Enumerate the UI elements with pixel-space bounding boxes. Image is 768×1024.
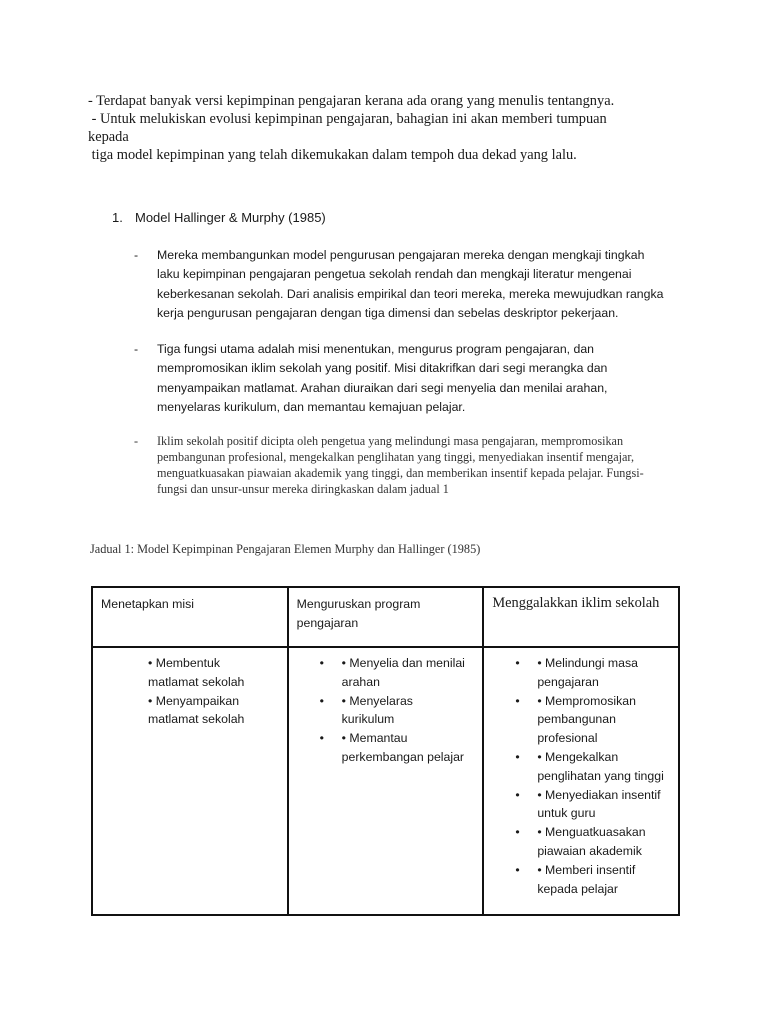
bullet-line: mempromosikan iklim sekolah yang positif. Misi ditakrifkan dari segi merangka dan (157, 361, 608, 376)
table-header-row (92, 587, 679, 647)
intro-line: kepada (88, 129, 129, 145)
intro-line: - Terdapat banyak versi kepimpinan pengajaran kerana ada orang yang menulis tentangnya. (88, 93, 615, 109)
header-line: Menguruskan program (296, 597, 421, 611)
bullet-item (134, 246, 684, 326)
table-cell (92, 647, 288, 915)
bullet-line: keberkesanan sekolah. Dari analisis empirikal dan teori mereka, mereka mewujudkan rangka (157, 286, 664, 301)
bullet-line: kerja pengurusan pengajaran dengan tiga dimensi dan sebelas deskriptor pekerjaan. (157, 306, 619, 321)
table-cell (483, 647, 679, 915)
table-body-row (92, 647, 679, 915)
bullet-line: menguatkuasakan piawaian akademik yang tinggi, dan memberikan insentif kepada pelajar. Fungsi- (157, 466, 644, 480)
list-item: • • Menyediakan insentif untuk guru (515, 787, 661, 821)
bullet-marker: • (319, 693, 324, 708)
bullet-line: Iklim sekolah positif dicipta oleh pengetua yang melindungi masa pengajaran, mempromosikan (157, 434, 624, 448)
header-cell (92, 587, 288, 647)
list-item: • • Menyelaras kurikulum (319, 693, 413, 727)
bullet-line: laku kepimpinan pengajaran pengetua sekolah rendah dan mengkaji literatur mengenai (157, 267, 632, 282)
table-caption: Jadual 1: Model Kepimpinan Pengajaran Elemen Murphy dan Hallinger (1985) (90, 542, 481, 556)
list-item: • • Melindungi masa pengajaran (515, 656, 638, 689)
bullet-line: Mereka membangunkan model pengurusan pengajaran mereka dengan mengkaji tingkah (157, 248, 645, 262)
list-item: • • Mengekalkan penglihatan yang tinggi (515, 749, 664, 783)
cell-line: • Menyampaikan (148, 693, 240, 708)
list-item: • • Menyelia dan menilai arahan (319, 656, 465, 689)
list-item: • • Memantau perkembangan pelajar (319, 731, 465, 764)
list-item: • • Memberi insentif kepada pelajar (515, 862, 636, 896)
summary-table (91, 586, 680, 916)
header-line: pengajaran (296, 616, 359, 630)
bullet-item (134, 433, 684, 499)
bullet-item (134, 340, 684, 420)
section-number: 1. (112, 210, 123, 225)
header-line: Menetapkan misi (101, 597, 194, 611)
bullet-line: menyelaras kurikulum, dan memantau kemajuan pelajar. (157, 400, 466, 415)
list-item: • • Menguatkuasakan piawaian akademik (515, 825, 646, 858)
bullet-marker: • (515, 656, 520, 670)
section-heading (112, 209, 326, 227)
bullet-marker: • (515, 749, 520, 764)
dash-marker: - (134, 434, 139, 448)
section-title: Model Hallinger & Murphy (1985) (135, 210, 326, 225)
list-item: • • Mempromosikan pembangunan profesional (515, 693, 636, 746)
bullet-line: pembangunan profesional, mengekalkan penglihatan yang tinggi, menyediakan insentif mengajar, (157, 450, 635, 464)
bullet-marker: • (319, 731, 324, 746)
dash-marker: - (134, 248, 139, 262)
dash-marker: - (134, 342, 139, 356)
cell-line: matlamat sekolah (148, 712, 245, 727)
intro-paragraph (88, 92, 668, 164)
cell-line: matlamat sekolah (148, 674, 245, 689)
cell-line: • Membentuk (148, 656, 220, 670)
header-cell (288, 587, 484, 647)
intro-line: tiga model kepimpinan yang telah dikemukakan dalam tempoh dua dekad yang lalu. (88, 147, 577, 163)
bullet-marker: • (515, 825, 520, 840)
bullet-marker: • (515, 693, 520, 708)
table-cell (288, 647, 484, 915)
bullet-marker: • (515, 787, 520, 802)
header-line: Menggalakkan iklim sekolah (492, 595, 660, 611)
bullet-marker: • (515, 862, 520, 877)
bullet-line: fungsi dan unsur-unsur mereka diringkaskan dalam jadual 1 (157, 482, 449, 496)
intro-line: - Untuk melukiskan evolusi kepimpinan pengajaran, bahagian ini akan memberi tumpuan (88, 111, 607, 127)
bullet-marker: • (319, 656, 324, 670)
bullet-line: menyampaikan matlamat. Arahan diuraikan dari segi menyelia dan menilai arahan, (157, 380, 608, 395)
bullet-line: Tiga fungsi utama adalah misi menentukan, mengurus program pengajaran, dan (157, 342, 595, 356)
header-cell (483, 587, 679, 647)
